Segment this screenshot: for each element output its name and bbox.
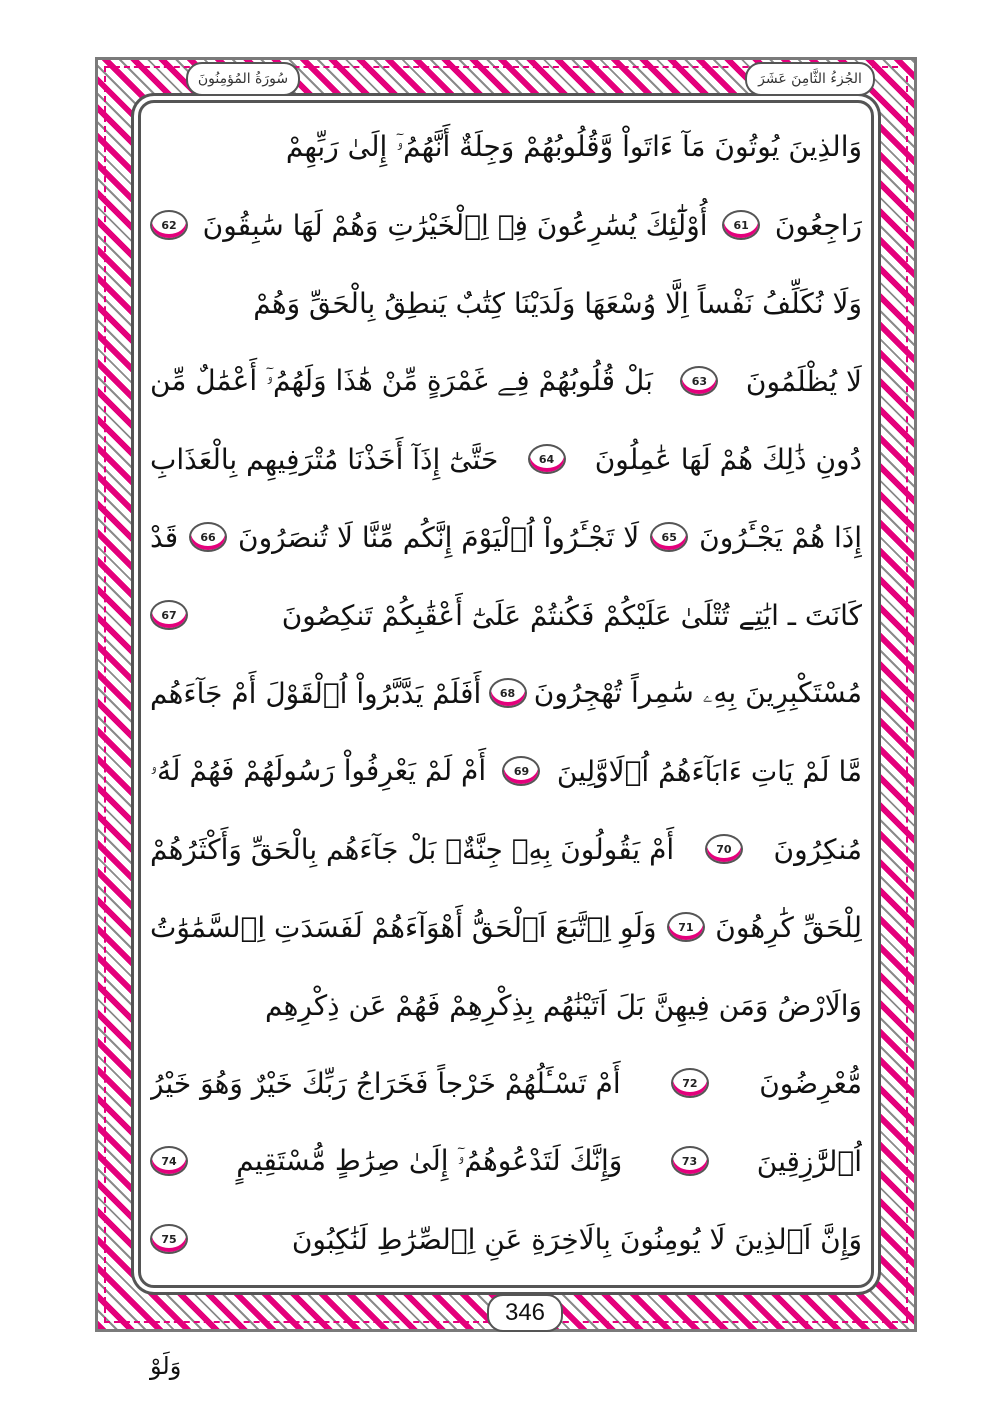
verse-line bbox=[150, 498, 862, 576]
ayah-number-marker: 73 bbox=[671, 1146, 709, 1176]
ayah-number-marker: 62 bbox=[150, 210, 188, 240]
verse-line bbox=[150, 654, 862, 732]
verse-text: وَالذِينَ يُوتُونَ مَآ ءَاتَواْ وَّقُلُوبُهُمْ وَجِلَةٌ أَنَّهُمُۥٓ إِلَىٰ رَبِّهِمْ bbox=[285, 130, 862, 163]
ayah-number-marker: 65 bbox=[650, 522, 688, 552]
ayah-number-marker: 69 bbox=[502, 756, 540, 786]
verse-text: مُسْتَكْبِرِينَ بِهِۦ سَٰمِراً تُهْجِرُونَ bbox=[533, 676, 862, 709]
ayah-number-marker: 74 bbox=[150, 1146, 188, 1176]
verse-text: إِذَا هُمْ يَجْـَٔرُونَ bbox=[699, 520, 862, 554]
ayah-number-marker: 64 bbox=[528, 444, 566, 474]
verse-line bbox=[150, 1044, 862, 1122]
ayah-number-marker: 68 bbox=[489, 678, 527, 708]
verse-lines bbox=[150, 108, 862, 1278]
surah-name-label: سُورَةُ المُؤمِنُونَ bbox=[186, 62, 300, 96]
verse-line bbox=[150, 732, 862, 810]
ayah-number-marker: 72 bbox=[671, 1068, 709, 1098]
verse-text: وَلَوِ اِ۪تَّبَعَ اَ۬لْحَقُّ أَهْوَآءَهُمْ لَفَسَدَتِ اِ۬لسَّمَٰوَٰتُ bbox=[150, 910, 657, 944]
verse-text: حَتَّىٰٓ إِذَآ أَخَذْنَا مُتْرَفِيهِم بِالْعَذَابِ bbox=[150, 442, 499, 476]
verse-line bbox=[150, 108, 862, 186]
verse-text: كَانَتَ ـ ايَٰتِے تُتْلَىٰ عَلَيْكُمْ فَكُنتُمْ عَلَىٰٓ أَعْقَٰبِكُمْ تَنكِصُونَ bbox=[281, 598, 862, 632]
juz-label: الجُزءُ الثَّامِنَ عَشَرَ bbox=[745, 62, 875, 96]
verse-line bbox=[150, 264, 862, 342]
catchword: وَلَوْ bbox=[150, 1352, 182, 1380]
verse-text: أُوْلَٰٓئِكَ يُسَٰرِعُونَ فِے اِ۬لْخَيْرَٰتِ وَهُمْ لَهَا سَٰبِقُونَ bbox=[202, 208, 708, 242]
verse-line bbox=[150, 342, 862, 420]
ayah-number-marker: 70 bbox=[705, 834, 743, 864]
verse-text: أَفَلَمْ يَدَّبَّرُواْ اُ۬لْقَوْلَ أَمْ جَآءَهُم bbox=[150, 676, 482, 710]
verse-text: بَلْ قُلُوبُهُمْ فِے غَمْرَةٍ مِّنْ هَٰذَا وَلَهُمُۥٓ أَعْمَٰلٌ مِّن bbox=[150, 364, 653, 397]
verse-text: دُونِ ذَٰلِكَ هُمْ لَهَا عَٰمِلُونَ bbox=[594, 442, 862, 476]
ayah-number-marker: 63 bbox=[680, 366, 718, 396]
ayah-number-marker: 61 bbox=[722, 210, 760, 240]
verse-line bbox=[150, 966, 862, 1044]
verse-text: رَاجِعُونَ bbox=[774, 208, 862, 242]
ayah-number-marker: 66 bbox=[189, 522, 227, 552]
verse-text: قَدْ bbox=[150, 520, 179, 554]
verse-text: أَمْ لَمْ يَعْرِفُواْ رَسُولَهُمْ فَهُمْ لَهُۥ bbox=[150, 754, 487, 787]
verse-line bbox=[150, 888, 862, 966]
verse-line bbox=[150, 810, 862, 888]
verse-text: أَمْ تَسْـَٔلُهُمْ خَرْجاً فَخَرَاجُ رَبِّكَ خَيْرٌ وَهُوَ خَيْرُ bbox=[150, 1066, 621, 1100]
verse-text: أَمْ يَقُولُونَ بِهِۦ جِنَّةٌۢ بَلْ جَآءَهُم بِالْحَقِّ وَأَكْثَرُهُمْ bbox=[150, 832, 675, 866]
ayah-number-marker: 71 bbox=[667, 912, 705, 942]
verse-text: وَلَا نُكَلِّفُ نَفْساً اِلَّا وُسْعَهَا وَلَدَيْنَا كِتَٰبٌ يَنطِقُ بِالْحَقِّ وَهُمْ bbox=[253, 286, 862, 320]
verse-text: لِلْحَقِّ كَٰرِهُونَ bbox=[715, 910, 862, 944]
verse-line bbox=[150, 1200, 862, 1278]
verse-text: وَإِنَّ اَ۬لذِينَ لَا يُومِنُونَ بِالَاخِرَةِ عَنِ اِ۬لصِّرَٰطِ لَنَٰكِبُونَ bbox=[291, 1222, 862, 1256]
verse-line bbox=[150, 1122, 862, 1200]
verse-text: مُّعْرِضُونَ bbox=[759, 1066, 862, 1100]
verse-text: لَا تَجْـَٔرُواْ اُ۬لْيَوْمَ إِنَّكُم مِّنَّا لَا تُنصَرُونَ bbox=[238, 520, 640, 554]
verse-line bbox=[150, 576, 862, 654]
verse-text: مَّا لَمْ يَاتِ ءَابَآءَهُمُ اُ۬لَاوَّلِينَ bbox=[556, 754, 862, 788]
verse-text: اُ۬لرَّٰزِقِينَ bbox=[756, 1144, 862, 1178]
verse-text: لَا يُظْلَمُونَ bbox=[745, 364, 862, 398]
ayah-number-marker: 75 bbox=[150, 1224, 188, 1254]
verse-line bbox=[150, 186, 862, 264]
page-number: 346 bbox=[487, 1294, 563, 1332]
verse-text: وَإِنَّكَ لَتَدْعُوهُمُۥٓ إِلَىٰ صِرَٰطٍ مُّسْتَقِيمٍ bbox=[236, 1144, 623, 1177]
ayah-number-marker: 67 bbox=[150, 600, 188, 630]
verse-text: وَالَارْضُ وَمَن فِيهِنَّ بَلَ اَتَيْنَٰهُم بِذِكْرِهِمْ فَهُمْ عَن ذِكْرِهِم bbox=[264, 988, 862, 1022]
verse-line bbox=[150, 420, 862, 498]
verse-text: مُنكِرُونَ bbox=[773, 832, 862, 866]
